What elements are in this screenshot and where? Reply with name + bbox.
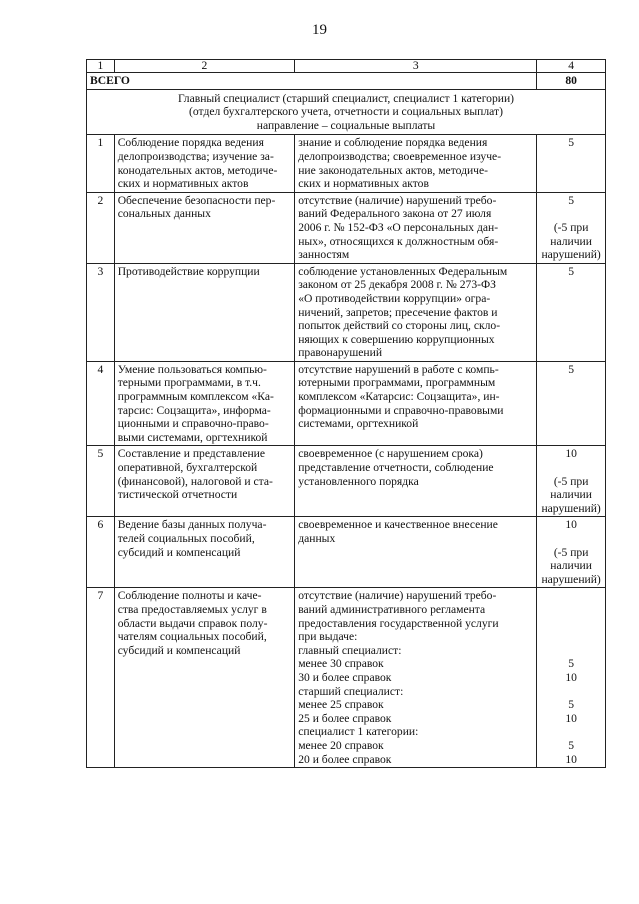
row-score — [537, 192, 606, 263]
table-row — [87, 263, 606, 361]
row-name-line: Составление и представление — [117, 447, 266, 461]
table-row — [87, 361, 606, 446]
row-criteria-line: ваний административного регламента — [298, 602, 486, 616]
row-criteria-line: ных», относящихся к должностным обя- — [298, 234, 499, 248]
row-score-line: 5 — [568, 264, 575, 278]
section-line: направление – социальные выплаты — [256, 118, 436, 132]
row-score-line: 5 — [568, 193, 575, 207]
blank-line — [540, 725, 602, 739]
row-score-line: (-5 при — [553, 474, 589, 488]
row-criteria-line: формационными и справочно-правовыми — [298, 403, 504, 417]
row-name-line: чателям социальных пособий, — [117, 630, 267, 644]
row-criteria-line: комплексом «Катарсис: Соцзащита», ин- — [298, 390, 500, 404]
row-number: 2 — [87, 192, 115, 263]
row-criteria-line: ние законодательных актов, методиче- — [298, 163, 489, 177]
row-name — [114, 446, 295, 517]
row-criteria-line: главный специалист: — [298, 643, 402, 657]
row-score-line: наличии — [550, 559, 592, 573]
row-name-line: Противодействие коррупции — [117, 264, 260, 278]
section-header — [87, 89, 606, 135]
row-number: 3 — [87, 263, 115, 361]
row-name — [114, 588, 295, 768]
row-score-line: наличии — [550, 488, 592, 502]
blank-line — [540, 685, 602, 699]
row-criteria — [295, 361, 537, 446]
row-criteria-line: своевременное и качественное внесение — [298, 518, 498, 532]
row-score-line: 5 — [568, 136, 575, 150]
row-score-line: наличии — [550, 234, 592, 248]
row-criteria-line: старший специалист: — [298, 684, 404, 698]
row-criteria-line: при выдаче: — [298, 630, 358, 644]
blank-line — [540, 207, 602, 221]
row-name-line: (финансовой), налоговой и ста- — [117, 474, 273, 488]
row-name-line: тарсис: Соцзащита», информа- — [117, 403, 271, 417]
row-score-line: 10 — [565, 518, 577, 532]
row-criteria-line: делопроизводства; своевременное изуче- — [298, 149, 502, 163]
row-criteria-line: 25 и более справок — [298, 711, 392, 725]
table-row — [87, 192, 606, 263]
row-score-line: 5 — [568, 738, 575, 752]
row-criteria-line: ских и нормативных актов — [298, 177, 429, 191]
row-criteria-line: ваний Федерального закона от 27 июля — [298, 207, 492, 221]
row-criteria-line: предоставления государственной услуги — [298, 616, 499, 630]
blank-line — [540, 617, 602, 631]
row-score — [537, 446, 606, 517]
row-score — [537, 517, 606, 588]
row-criteria-line: отсутствие (наличие) нарушений требо- — [298, 589, 497, 603]
row-criteria-line: ютерными программами, программным — [298, 376, 496, 390]
row-name-line: Умение пользоваться компью- — [117, 362, 267, 376]
row-criteria-line: законом от 25 декабря 2008 г. № 273-ФЗ — [298, 278, 496, 292]
row-name-line: оперативной, бухгалтерской — [117, 461, 258, 475]
row-number: 6 — [87, 517, 115, 588]
row-criteria-line: установленного порядка — [298, 474, 419, 488]
row-name-line: сональных данных — [117, 207, 211, 221]
total-label: ВСЕГО — [87, 73, 537, 90]
row-criteria-line: своевременное (с нарушением срока) — [298, 447, 483, 461]
row-name-line: делопроизводства; изучение за- — [117, 149, 274, 163]
section-line: (отдел бухгалтерского учета, отчетности и социальных выплат) — [189, 105, 503, 119]
row-score-line: 10 — [565, 752, 577, 766]
row-name-line: программным комплексом «Ка- — [117, 390, 274, 404]
blank-line — [540, 630, 602, 644]
row-criteria-line: 20 и более справок — [298, 752, 392, 766]
row-name — [114, 192, 295, 263]
row-criteria-line: менее 20 справок — [298, 738, 384, 752]
row-criteria — [295, 588, 537, 768]
row-number: 5 — [87, 446, 115, 517]
row-number: 7 — [87, 588, 115, 768]
blank-line — [540, 603, 602, 617]
row-score-line: нарушений) — [541, 572, 601, 586]
row-criteria-line: ничений, запретов; пресечение фактов и — [298, 305, 498, 319]
row-score-line: 5 — [568, 657, 575, 671]
page-number: 19 — [312, 22, 327, 38]
row-name-line: терными программами, в т.ч. — [117, 376, 261, 390]
row-name-line: субсидий и компенсаций — [117, 643, 241, 657]
header-col-3: 3 — [295, 60, 537, 73]
row-criteria-line: правонарушений — [298, 346, 383, 360]
row-score — [537, 135, 606, 192]
row-criteria-line: 30 и более справок — [298, 670, 392, 684]
row-criteria-line: попыток действий со стороны лиц, скло- — [298, 319, 501, 333]
row-criteria — [295, 192, 537, 263]
blank-line — [540, 461, 602, 475]
blank-line — [540, 589, 602, 603]
header-col-1: 1 — [87, 60, 115, 73]
row-name-line: тистической отчетности — [117, 488, 238, 502]
row-number: 4 — [87, 361, 115, 446]
row-criteria-line: 2006 г. № 152-ФЗ «О персональных дан- — [298, 220, 499, 234]
criteria-table — [86, 59, 606, 768]
row-criteria — [295, 135, 537, 192]
blank-line — [540, 644, 602, 658]
row-name-line: телей социальных пособий, — [117, 532, 255, 545]
row-criteria-line: менее 30 справок — [298, 657, 384, 671]
row-name — [114, 361, 295, 446]
row-score-line: нарушений) — [541, 501, 601, 515]
row-score-line: 10 — [565, 711, 577, 725]
section-header-row — [87, 89, 606, 135]
row-name-line: Соблюдение порядка ведения — [117, 136, 264, 150]
row-criteria-line: отсутствие (наличие) нарушений требо- — [298, 193, 497, 207]
row-name — [114, 263, 295, 361]
row-score — [537, 263, 606, 361]
table-row — [87, 588, 606, 768]
row-criteria-line: данных — [298, 532, 336, 545]
row-name-line: ства предоставляемых услуг в — [117, 602, 267, 616]
row-criteria-line: системами, оргтехникой — [298, 417, 419, 431]
row-score-line: (-5 при — [553, 545, 589, 559]
row-name-line: Ведение базы данных получа- — [117, 518, 267, 532]
row-criteria-line: специалист 1 категории: — [298, 725, 419, 739]
row-criteria-line: отсутствие нарушений в работе с компь- — [298, 362, 499, 376]
row-name-line: субсидий и компенсаций — [117, 545, 241, 559]
header-col-4: 4 — [537, 60, 606, 73]
criteria-rows — [87, 135, 606, 768]
total-row — [87, 73, 606, 90]
row-name-line: ских и нормативных актов — [117, 177, 249, 191]
row-criteria-line: занностям — [298, 248, 350, 262]
row-criteria-line: соблюдение установленных Федеральным — [298, 264, 508, 278]
row-score-line: (-5 при — [553, 220, 589, 234]
row-name — [114, 135, 295, 192]
header-col-2: 2 — [114, 60, 295, 73]
row-name-line: ционными и справочно-право- — [117, 417, 269, 431]
table-row — [87, 517, 606, 588]
table-row — [87, 135, 606, 192]
blank-line — [540, 532, 602, 546]
row-name-line: области выдачи справок полу- — [117, 616, 268, 630]
row-score-line: 5 — [568, 698, 575, 712]
table-row — [87, 446, 606, 517]
row-criteria — [295, 263, 537, 361]
row-name-line: конодательных актов, методиче- — [117, 163, 278, 177]
row-name-line: Соблюдение полноты и каче- — [117, 589, 262, 603]
row-criteria-line: «О противодействии коррупции» огра- — [298, 291, 491, 305]
row-criteria — [295, 446, 537, 517]
row-score-line: 10 — [565, 670, 577, 684]
row-score-line: 10 — [565, 447, 577, 461]
section-line: Главный специалист (старший специалист, специалист 1 категории) — [177, 91, 515, 105]
row-criteria-line: знание и соблюдение порядка ведения — [298, 136, 488, 150]
row-score — [537, 361, 606, 446]
row-criteria — [295, 517, 537, 588]
row-name-line: Обеспечение безопасности пер- — [117, 193, 276, 207]
total-value: 80 — [537, 73, 606, 90]
row-criteria-line: менее 25 справок — [298, 698, 384, 712]
row-score-line: нарушений) — [541, 248, 601, 262]
row-name-line: выми системами, оргтехникой — [117, 430, 268, 444]
header-row — [87, 60, 606, 73]
row-score-line: 5 — [568, 362, 575, 376]
row-criteria-line: представление отчетности, соблюдение — [298, 461, 494, 475]
row-number: 1 — [87, 135, 115, 192]
row-score — [537, 588, 606, 768]
row-name — [114, 517, 295, 588]
row-criteria-line: няющих к совершению коррупционных — [298, 332, 495, 346]
